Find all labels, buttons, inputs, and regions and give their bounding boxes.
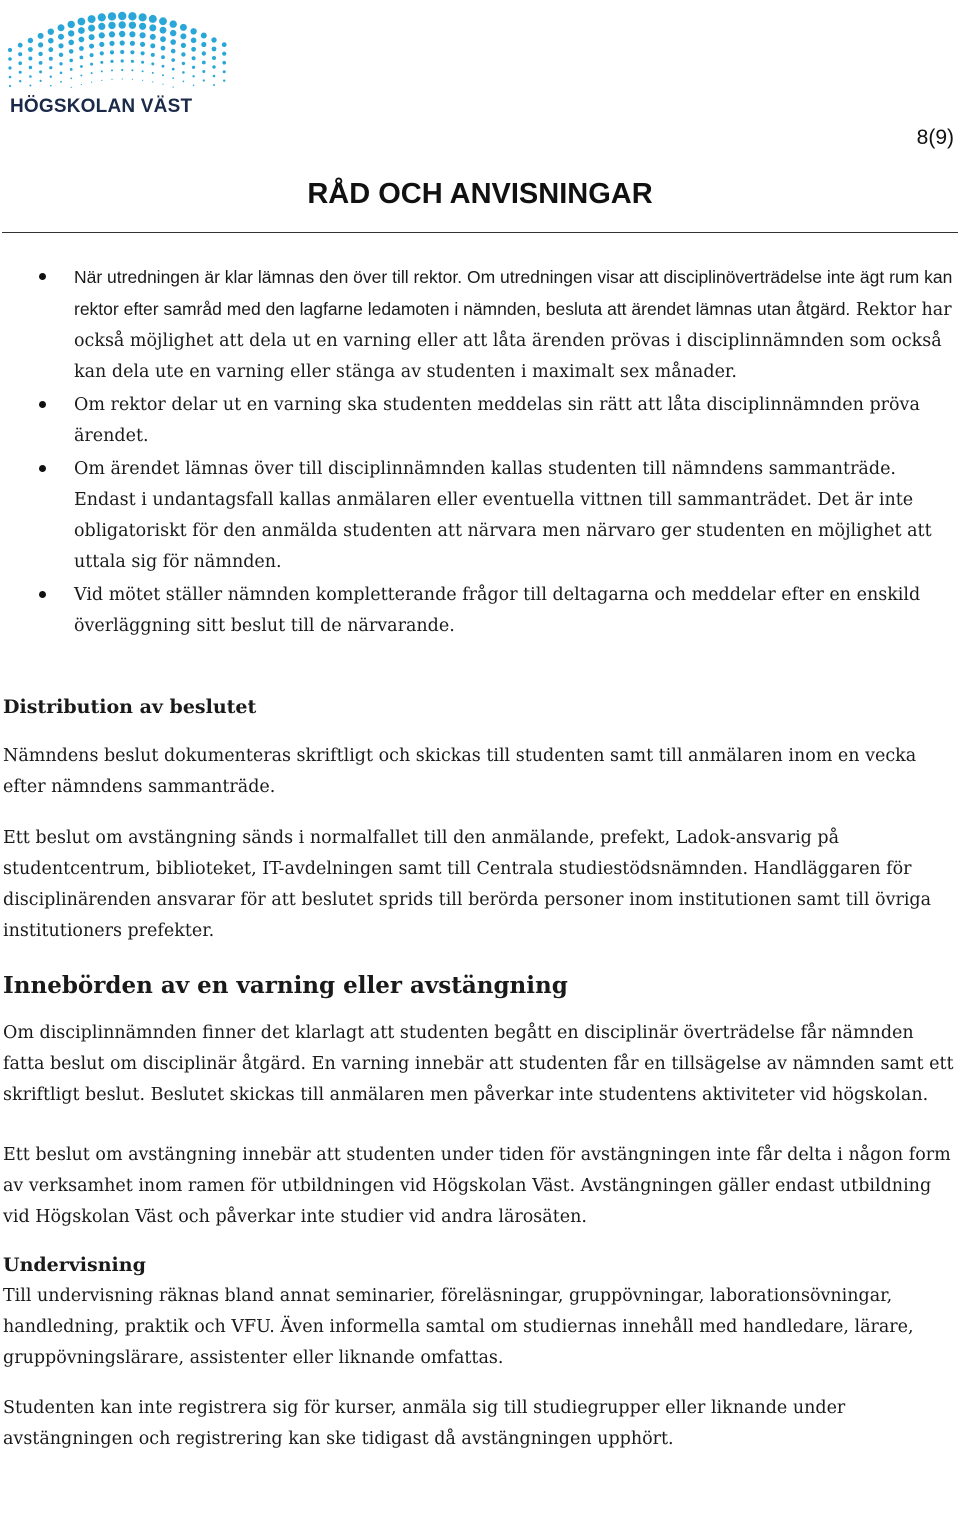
paragraph: Om disciplinnämnden finner det klarlagt att studenten begått en disciplinär överträdelse får nämnden fatta beslut om disciplinär åtgärd. En varning innebär att studenten får en tillsägelse av nämnden samt ett skriftligt beslut. Beslutet skickas till anmälaren men påverkar inte studentens aktiviteter vid högskolan. [3,1023,954,1105]
logo-dot [201,42,206,47]
logo-dot [100,51,104,55]
list-item-text: Om rektor delar ut en varning ska studenten meddelas sin rätt att låta disciplinnämnden pröva ärendet. [74,395,920,446]
page-number: 8(9) [916,126,954,149]
logo-dot [222,42,227,47]
logo-dot [140,32,146,38]
logo-dot [110,50,114,54]
logo-dot [58,34,64,40]
bullet-icon [39,591,46,598]
logo-dot [58,24,65,31]
logo-dot [80,56,84,60]
logo-dot [59,53,63,57]
logo-dot [68,21,75,28]
logo-dot [193,85,195,87]
logo-dot [223,70,226,73]
logo-dot [69,59,73,63]
logo-dot [170,20,177,27]
logo-dot [173,87,174,88]
logo-dot [191,38,197,44]
logo-dot [203,79,205,81]
logo-wordmark: HÖGSKOLAN VÄST [10,96,193,117]
logo-dot [89,34,95,40]
logo-dot [28,38,33,43]
logo-dot [29,85,31,87]
bullet-icon [39,401,46,408]
logo-dot [39,61,43,65]
logo-dot [190,28,196,34]
list-item-text: Rektor har också möjlighet att dela ut en varning eller att låta ärenden prövas i disciplinnämnden som också kan dela ute en varning eller stänga av studenten i maximalt sex månader. [74,300,952,382]
logo-dot [91,72,93,74]
logo-dot [59,62,62,65]
logo-dot [68,30,74,36]
logo-dot [151,53,155,57]
paragraph: Till undervisning räknas bland annat seminarier, föreläsningar, gruppövningar, laborationsövningar, handledning, praktik och VFU. Även informella samtal om studiernas innehåll med handledare, lärare, gruppövningslärare, assistenter eller liknande omfattas. [3,1286,914,1368]
logo-dot [160,36,166,42]
logo-dot [78,18,86,26]
logo-dot [88,25,95,32]
logo-dot [160,27,167,34]
logo-dot [79,37,85,43]
logo-dot [48,29,54,35]
logo-dot [89,44,94,49]
logo-dot [129,22,136,29]
logo-dot [88,15,96,23]
logo-dot [100,61,103,64]
logo-dot [29,66,32,69]
logo-dot [19,80,21,82]
logo-dot [48,47,53,52]
list-item-text: Vid mötet ställer nämnden kompletterande frågor till deltagarna och meddelar efter en enskild överläggning sitt beslut till de närvarande. [74,585,921,636]
logo-dot [108,22,115,29]
logo-dot [213,84,215,86]
logo-dot [110,60,113,63]
logo-dot [141,51,145,55]
logo-dot [108,12,116,20]
logo-dot [109,41,114,46]
logo-dot [111,69,113,71]
logo-dot [8,57,12,61]
logo-dot [79,46,84,51]
logo-dot [159,17,167,25]
logo-dot [101,70,103,72]
logo-dot [119,31,125,37]
logo-dot [49,57,53,61]
logo-dot [139,23,146,30]
logo-dot [161,55,165,59]
logo-dot [58,43,63,48]
logo-dot [90,53,94,57]
logo-dot [99,32,105,38]
logo-dot [152,72,154,74]
logo-dot [130,41,135,46]
logo-dot [192,56,196,60]
bullet-icon [39,273,46,280]
logo-dot [149,24,156,31]
logo-dot [39,70,42,73]
logo-dot [68,40,74,46]
logo-dot [142,70,144,72]
logo-dot [60,81,62,83]
logo-dot [162,74,164,76]
logo-dot [80,75,82,77]
logo-dot [212,56,216,60]
logo-dot [128,12,136,20]
logo-dot [202,51,206,55]
list-item-text: Om ärendet lämnas över till disciplinnämnden kallas studenten till nämndens sammanträde. Endast i undantagsfall kallas anmälaren eller eventuella vittnen till sammanträdet. Det är inte obligatoriskt för den anmälda studenten att närvara men närvaro ger studenten en möjlighet att uttala sig för nämnden. [74,459,932,572]
logo-dot [152,81,153,82]
logo-dot [183,81,185,83]
logo-dot [192,66,195,69]
logo-dot [50,76,52,78]
logo-dot [8,48,12,52]
logo-dot [181,52,185,56]
logo-dot [71,87,72,88]
logo-dot [121,69,123,71]
logo-dot [50,85,52,87]
section-heading-teaching: Undervisning [3,1254,146,1276]
paragraph: Ett beslut om avstängning sänds i normalfallet till den anmälande, prefekt, Ladok-ansvarig på studentcentrum, biblioteket, IT-avdelningen samt till Centrala studiestödsnämnden. Handläggaren för disciplinärenden ansvarar för att beslutet sprids till berörda personer inom institutionen samt till övriga institutioners prefekter. [3,828,932,941]
section-heading-distribution: Distribution av beslutet [3,696,257,718]
logo-dot [191,47,196,52]
list-item [3,580,955,642]
page-title: RÅD OCH ANVISNINGAR [307,178,653,210]
logo-dot [140,42,145,47]
logo-dot [202,61,206,65]
logo-dot [172,77,174,79]
paragraph: Nämndens beslut dokumenteras skriftligt och skickas till studenten samt till anmälaren inom en vecka efter nämndens sammanträde. [3,746,917,797]
logo-dot [122,78,123,79]
logo-dot [132,79,133,80]
hogskolan-vast-logo [4,2,236,122]
list-item [3,454,955,578]
list-item [3,262,955,388]
logo-dot [28,47,33,52]
logo-dot [129,31,135,37]
logo-dot [222,52,226,56]
logo-dot [172,68,175,71]
logo-dot [120,50,124,54]
logo-dot [171,58,175,62]
logo-dot [101,80,102,81]
logo-dot [8,66,11,69]
logo-dot [98,13,106,21]
logo-dot [142,80,143,81]
logo-dot [98,23,105,30]
logo-dot [180,33,186,39]
logo-dot [130,50,134,54]
logo-dot [213,75,216,78]
paragraph: Studenten kan inte registrera sig för kurser, anmäla sig till studiegrupper eller liknande under avstängningen och registrering kan ske tidigast då avstängningen upphört. [3,1398,846,1449]
logo-dot [211,37,216,42]
logo-dot [162,84,163,85]
logo-dot [141,61,144,64]
logo-dot [109,31,115,37]
logo-dot [111,79,112,80]
logo-dot [119,21,126,28]
logo-dot [139,13,147,21]
section-heading-meaning: Innebörden av en varning eller avstängning [3,972,568,999]
logo-dot [121,59,124,62]
logo-dot [181,43,186,48]
logo-dot [28,57,32,61]
logo-dot [38,42,43,47]
bullet-icon [39,465,46,472]
logo-dot [149,15,157,23]
logo-dot [90,63,93,66]
logo-dot [118,12,126,20]
logo-dot [131,69,133,71]
logo-dot [151,62,154,65]
logo-dot [212,47,217,52]
logo-dot [180,24,187,31]
logo-dot [99,42,104,47]
logo-dot [38,33,44,39]
logo-dot [49,66,52,69]
logo-dot [38,52,42,56]
logo-dot [150,34,156,40]
logo-dot [60,72,63,75]
logo-dot [29,75,32,78]
paragraph: Ett beslut om avstängning innebär att studenten under tiden för avstängningen inte får delta i någon form av verksamhet inom ramen för utbildningen vid Högskolan Väst. Avstängningen gäller endast utbildning vid Högskolan Väst och påverkar inte studier vid andra lärosäten. [3,1145,951,1227]
logo-dot [78,27,85,34]
logo-dot [40,80,42,82]
logo-dot [192,75,194,77]
logo-dot [161,46,166,51]
logo-dot [170,39,176,45]
list-item-lead: När utredningen är klar lämnas den över till rektor. Om utredningen visar att disciplinöverträdelse inte ägt rum kan rektor efter samråd med den lagfarne ledamoten i nämnden, besluta att ärendet lämnas utan åtgärd. [74,267,953,319]
logo-dot [182,62,185,65]
logo-dot [91,82,92,83]
document-body [3,262,955,1455]
logo-dot [120,40,125,45]
logo-dot [70,78,72,80]
list-item [3,390,955,452]
logo-dot [222,61,226,65]
logo-dot [223,80,225,82]
logo-dot [9,85,11,87]
logo-dot [162,65,165,68]
header-divider [2,232,958,233]
logo-dot [212,65,215,68]
logo-dot [131,60,134,63]
logo-dot [80,65,83,68]
logo-dot [70,68,73,71]
logo-dot [18,52,22,56]
logo-dot [9,76,12,79]
logo-dot [18,43,23,48]
logo-dot [150,43,155,48]
logo-dot [48,38,54,44]
logo-dot [69,49,74,54]
logo-dot [19,71,22,74]
logo-dot-pattern-icon [4,2,236,94]
logo-dot [170,30,176,36]
logo-dot [202,70,205,73]
logo-dot [182,71,185,74]
logo-dot [18,61,22,65]
logo-dot [81,84,82,85]
logo-dot [201,33,207,39]
logo-dot [171,49,176,54]
procedure-list [3,262,955,642]
